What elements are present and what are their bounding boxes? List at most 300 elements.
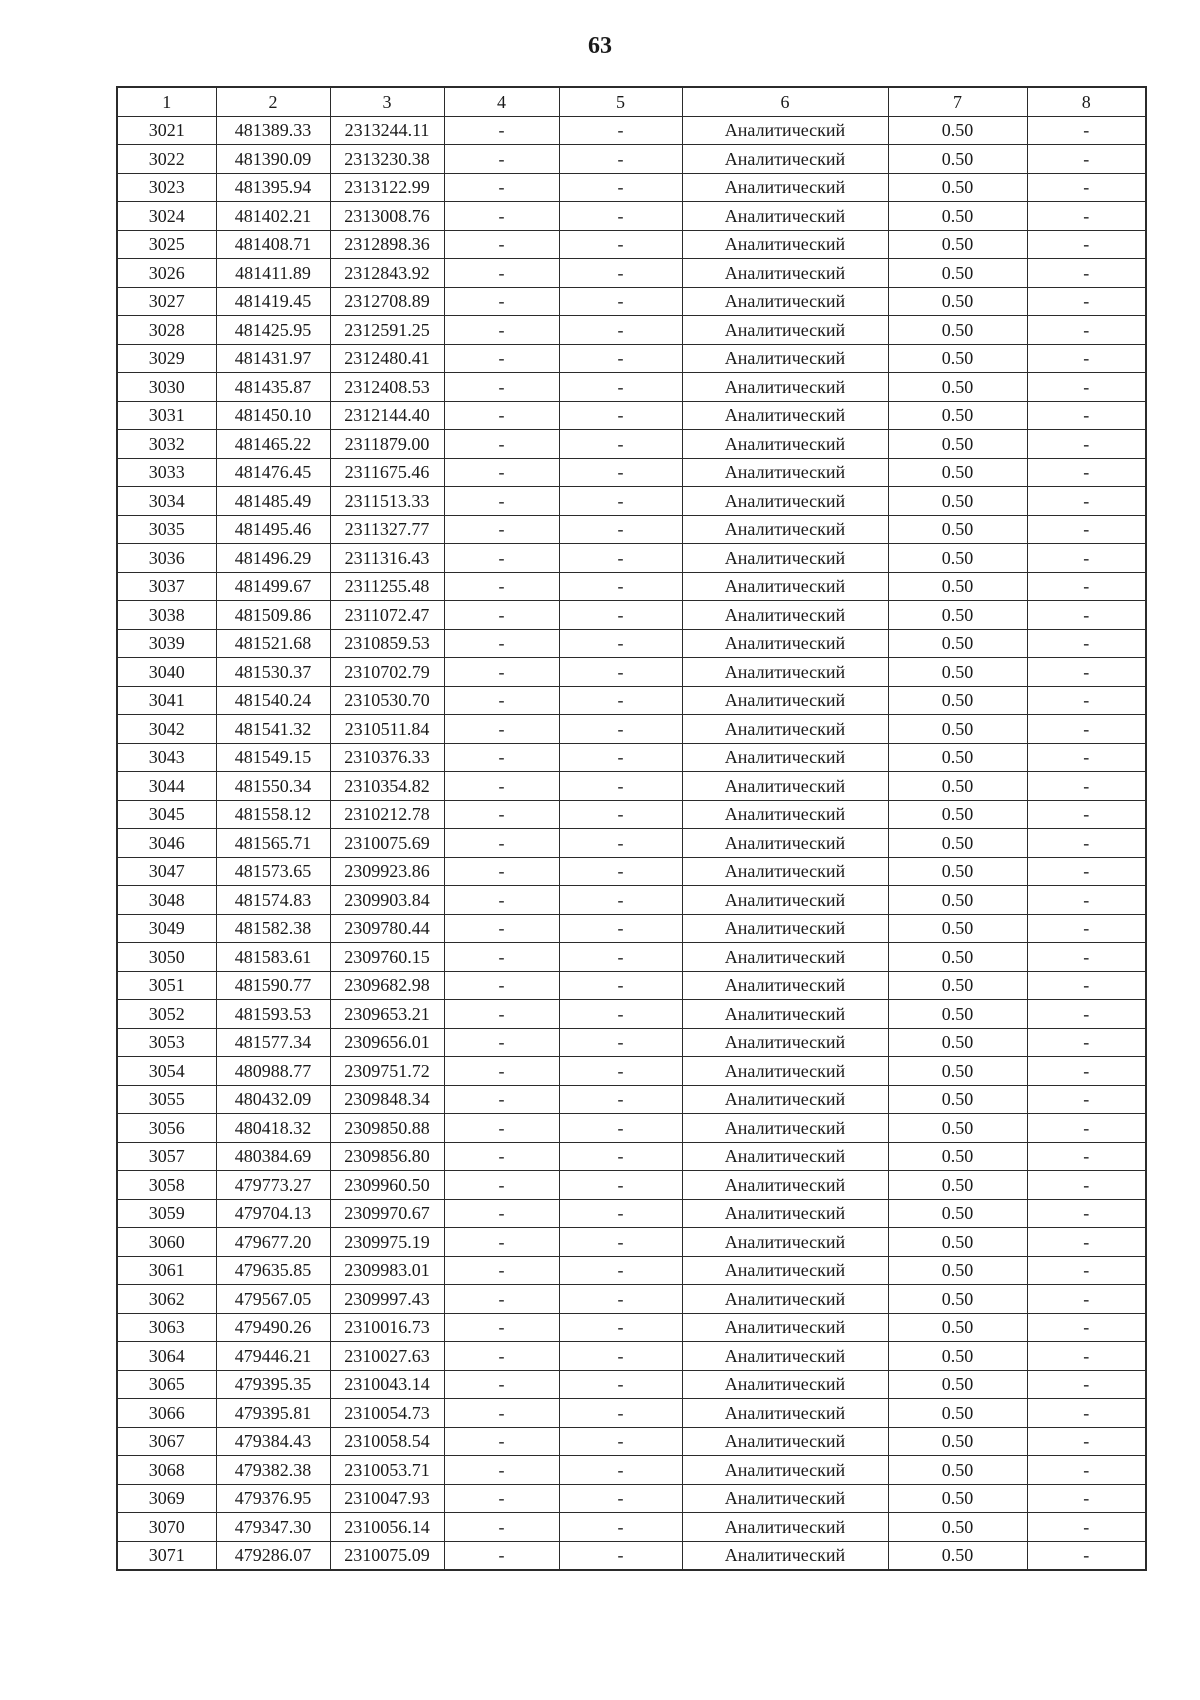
x-coordinate-cell: 481495.46 [216, 515, 330, 544]
method-cell: Аналитический [682, 544, 888, 573]
column-5-cell: - [559, 430, 682, 459]
method-cell: Аналитический [682, 601, 888, 630]
column-5-cell: - [559, 173, 682, 202]
point-number-cell: 3037 [117, 572, 216, 601]
x-coordinate-cell: 481389.33 [216, 116, 330, 145]
column-8-cell: - [1027, 1028, 1146, 1057]
column-8-cell: - [1027, 1256, 1146, 1285]
accuracy-cell: 0.50 [888, 202, 1027, 231]
point-number-cell: 3070 [117, 1513, 216, 1542]
column-5-cell: - [559, 1456, 682, 1485]
method-cell: Аналитический [682, 1313, 888, 1342]
y-coordinate-cell: 2313122.99 [330, 173, 444, 202]
column-5-cell: - [559, 886, 682, 915]
column-5-cell: - [559, 259, 682, 288]
table-row [117, 1484, 1146, 1513]
x-coordinate-cell: 481496.29 [216, 544, 330, 573]
column-8-cell: - [1027, 1456, 1146, 1485]
column-header: 4 [444, 87, 559, 116]
x-coordinate-cell: 481530.37 [216, 658, 330, 687]
column-4-cell: - [444, 1057, 559, 1086]
x-coordinate-cell: 481402.21 [216, 202, 330, 231]
table-row [117, 1342, 1146, 1371]
table-row [117, 1285, 1146, 1314]
accuracy-cell: 0.50 [888, 743, 1027, 772]
column-8-cell: - [1027, 658, 1146, 687]
table-row [117, 1541, 1146, 1570]
column-4-cell: - [444, 572, 559, 601]
column-5-cell: - [559, 1142, 682, 1171]
y-coordinate-cell: 2312591.25 [330, 316, 444, 345]
accuracy-cell: 0.50 [888, 658, 1027, 687]
column-5-cell: - [559, 1342, 682, 1371]
method-cell: Аналитический [682, 1513, 888, 1542]
accuracy-cell: 0.50 [888, 515, 1027, 544]
column-5-cell: - [559, 544, 682, 573]
point-number-cell: 3059 [117, 1199, 216, 1228]
y-coordinate-cell: 2309903.84 [330, 886, 444, 915]
point-number-cell: 3044 [117, 772, 216, 801]
accuracy-cell: 0.50 [888, 1313, 1027, 1342]
y-coordinate-cell: 2310702.79 [330, 658, 444, 687]
column-8-cell: - [1027, 116, 1146, 145]
method-cell: Аналитический [682, 743, 888, 772]
y-coordinate-cell: 2310016.73 [330, 1313, 444, 1342]
x-coordinate-cell: 481550.34 [216, 772, 330, 801]
column-8-cell: - [1027, 743, 1146, 772]
table-row [117, 829, 1146, 858]
method-cell: Аналитический [682, 1541, 888, 1570]
column-4-cell: - [444, 1342, 559, 1371]
column-4-cell: - [444, 458, 559, 487]
point-number-cell: 3039 [117, 629, 216, 658]
y-coordinate-cell: 2310058.54 [330, 1427, 444, 1456]
accuracy-cell: 0.50 [888, 1057, 1027, 1086]
column-5-cell: - [559, 601, 682, 630]
x-coordinate-cell: 479395.81 [216, 1399, 330, 1428]
column-4-cell: - [444, 1199, 559, 1228]
accuracy-cell: 0.50 [888, 629, 1027, 658]
column-5-cell: - [559, 1313, 682, 1342]
y-coordinate-cell: 2309848.34 [330, 1085, 444, 1114]
method-cell: Аналитический [682, 1285, 888, 1314]
x-coordinate-cell: 481425.95 [216, 316, 330, 345]
column-5-cell: - [559, 287, 682, 316]
accuracy-cell: 0.50 [888, 173, 1027, 202]
accuracy-cell: 0.50 [888, 1484, 1027, 1513]
table-row [117, 458, 1146, 487]
method-cell: Аналитический [682, 914, 888, 943]
point-number-cell: 3028 [117, 316, 216, 345]
column-8-cell: - [1027, 629, 1146, 658]
point-number-cell: 3033 [117, 458, 216, 487]
table-row [117, 173, 1146, 202]
column-8-cell: - [1027, 287, 1146, 316]
column-header: 6 [682, 87, 888, 116]
table-row [117, 1256, 1146, 1285]
table-row [117, 1456, 1146, 1485]
column-8-cell: - [1027, 1513, 1146, 1542]
x-coordinate-cell: 481577.34 [216, 1028, 330, 1057]
point-number-cell: 3026 [117, 259, 216, 288]
column-5-cell: - [559, 743, 682, 772]
column-header: 3 [330, 87, 444, 116]
column-4-cell: - [444, 373, 559, 402]
x-coordinate-cell: 481435.87 [216, 373, 330, 402]
column-4-cell: - [444, 1399, 559, 1428]
method-cell: Аналитический [682, 116, 888, 145]
page-number: 63 [588, 33, 612, 59]
y-coordinate-cell: 2309856.80 [330, 1142, 444, 1171]
table-header-row [117, 87, 1146, 116]
y-coordinate-cell: 2309983.01 [330, 1256, 444, 1285]
accuracy-cell: 0.50 [888, 430, 1027, 459]
y-coordinate-cell: 2309656.01 [330, 1028, 444, 1057]
y-coordinate-cell: 2310053.71 [330, 1456, 444, 1485]
point-number-cell: 3066 [117, 1399, 216, 1428]
accuracy-cell: 0.50 [888, 914, 1027, 943]
method-cell: Аналитический [682, 202, 888, 231]
table-row [117, 1427, 1146, 1456]
method-cell: Аналитический [682, 1370, 888, 1399]
column-8-cell: - [1027, 316, 1146, 345]
y-coordinate-cell: 2311675.46 [330, 458, 444, 487]
y-coordinate-cell: 2310027.63 [330, 1342, 444, 1371]
point-number-cell: 3071 [117, 1541, 216, 1570]
table-row [117, 715, 1146, 744]
column-4-cell: - [444, 1513, 559, 1542]
column-8-cell: - [1027, 715, 1146, 744]
x-coordinate-cell: 479635.85 [216, 1256, 330, 1285]
accuracy-cell: 0.50 [888, 829, 1027, 858]
column-5-cell: - [559, 857, 682, 886]
column-8-cell: - [1027, 145, 1146, 174]
method-cell: Аналитический [682, 145, 888, 174]
point-number-cell: 3030 [117, 373, 216, 402]
method-cell: Аналитический [682, 373, 888, 402]
column-5-cell: - [559, 772, 682, 801]
accuracy-cell: 0.50 [888, 1285, 1027, 1314]
column-4-cell: - [444, 886, 559, 915]
method-cell: Аналитический [682, 1427, 888, 1456]
accuracy-cell: 0.50 [888, 1228, 1027, 1257]
y-coordinate-cell: 2311513.33 [330, 487, 444, 516]
column-8-cell: - [1027, 800, 1146, 829]
table-row [117, 658, 1146, 687]
y-coordinate-cell: 2310511.84 [330, 715, 444, 744]
x-coordinate-cell: 480384.69 [216, 1142, 330, 1171]
column-8-cell: - [1027, 487, 1146, 516]
accuracy-cell: 0.50 [888, 544, 1027, 573]
method-cell: Аналитический [682, 1228, 888, 1257]
column-5-cell: - [559, 344, 682, 373]
accuracy-cell: 0.50 [888, 1256, 1027, 1285]
y-coordinate-cell: 2310054.73 [330, 1399, 444, 1428]
method-cell: Аналитический [682, 173, 888, 202]
y-coordinate-cell: 2309682.98 [330, 971, 444, 1000]
accuracy-cell: 0.50 [888, 373, 1027, 402]
column-4-cell: - [444, 658, 559, 687]
table-row [117, 914, 1146, 943]
column-8-cell: - [1027, 829, 1146, 858]
point-number-cell: 3062 [117, 1285, 216, 1314]
y-coordinate-cell: 2309970.67 [330, 1199, 444, 1228]
x-coordinate-cell: 481540.24 [216, 686, 330, 715]
column-5-cell: - [559, 401, 682, 430]
y-coordinate-cell: 2309760.15 [330, 943, 444, 972]
column-header: 5 [559, 87, 682, 116]
column-5-cell: - [559, 458, 682, 487]
y-coordinate-cell: 2310075.09 [330, 1541, 444, 1570]
column-8-cell: - [1027, 914, 1146, 943]
column-4-cell: - [444, 772, 559, 801]
point-number-cell: 3068 [117, 1456, 216, 1485]
y-coordinate-cell: 2309653.21 [330, 1000, 444, 1029]
table-row [117, 1000, 1146, 1029]
table-row [117, 401, 1146, 430]
x-coordinate-cell: 481590.77 [216, 971, 330, 1000]
accuracy-cell: 0.50 [888, 1513, 1027, 1542]
column-5-cell: - [559, 1399, 682, 1428]
column-5-cell: - [559, 202, 682, 231]
column-5-cell: - [559, 971, 682, 1000]
x-coordinate-cell: 481521.68 [216, 629, 330, 658]
column-4-cell: - [444, 829, 559, 858]
accuracy-cell: 0.50 [888, 116, 1027, 145]
column-8-cell: - [1027, 1228, 1146, 1257]
y-coordinate-cell: 2309850.88 [330, 1114, 444, 1143]
x-coordinate-cell: 481565.71 [216, 829, 330, 858]
table-row [117, 686, 1146, 715]
accuracy-cell: 0.50 [888, 1142, 1027, 1171]
y-coordinate-cell: 2311072.47 [330, 601, 444, 630]
column-8-cell: - [1027, 1171, 1146, 1200]
column-4-cell: - [444, 857, 559, 886]
x-coordinate-cell: 481573.65 [216, 857, 330, 886]
column-8-cell: - [1027, 430, 1146, 459]
column-4-cell: - [444, 971, 559, 1000]
column-4-cell: - [444, 1427, 559, 1456]
point-number-cell: 3069 [117, 1484, 216, 1513]
accuracy-cell: 0.50 [888, 800, 1027, 829]
column-8-cell: - [1027, 1285, 1146, 1314]
column-4-cell: - [444, 230, 559, 259]
method-cell: Аналитический [682, 629, 888, 658]
method-cell: Аналитический [682, 800, 888, 829]
column-8-cell: - [1027, 857, 1146, 886]
table-row [117, 1057, 1146, 1086]
table-row [117, 1399, 1146, 1428]
column-4-cell: - [444, 743, 559, 772]
accuracy-cell: 0.50 [888, 715, 1027, 744]
column-8-cell: - [1027, 1399, 1146, 1428]
x-coordinate-cell: 481431.97 [216, 344, 330, 373]
y-coordinate-cell: 2310056.14 [330, 1513, 444, 1542]
column-4-cell: - [444, 173, 559, 202]
column-5-cell: - [559, 1541, 682, 1570]
column-4-cell: - [444, 800, 559, 829]
column-5-cell: - [559, 1199, 682, 1228]
table-row [117, 316, 1146, 345]
x-coordinate-cell: 479286.07 [216, 1541, 330, 1570]
column-8-cell: - [1027, 943, 1146, 972]
column-5-cell: - [559, 914, 682, 943]
method-cell: Аналитический [682, 658, 888, 687]
column-8-cell: - [1027, 1057, 1146, 1086]
column-5-cell: - [559, 145, 682, 174]
accuracy-cell: 0.50 [888, 458, 1027, 487]
x-coordinate-cell: 479395.35 [216, 1370, 330, 1399]
point-number-cell: 3063 [117, 1313, 216, 1342]
column-4-cell: - [444, 1000, 559, 1029]
column-5-cell: - [559, 943, 682, 972]
accuracy-cell: 0.50 [888, 401, 1027, 430]
column-5-cell: - [559, 1114, 682, 1143]
accuracy-cell: 0.50 [888, 886, 1027, 915]
y-coordinate-cell: 2310043.14 [330, 1370, 444, 1399]
column-8-cell: - [1027, 259, 1146, 288]
y-coordinate-cell: 2310212.78 [330, 800, 444, 829]
x-coordinate-cell: 481390.09 [216, 145, 330, 174]
method-cell: Аналитический [682, 487, 888, 516]
column-4-cell: - [444, 1541, 559, 1570]
column-8-cell: - [1027, 686, 1146, 715]
table-row [117, 287, 1146, 316]
column-4-cell: - [444, 430, 559, 459]
column-4-cell: - [444, 487, 559, 516]
point-number-cell: 3051 [117, 971, 216, 1000]
x-coordinate-cell: 479704.13 [216, 1199, 330, 1228]
point-number-cell: 3048 [117, 886, 216, 915]
column-4-cell: - [444, 544, 559, 573]
method-cell: Аналитический [682, 1484, 888, 1513]
column-4-cell: - [444, 1171, 559, 1200]
column-4-cell: - [444, 1028, 559, 1057]
column-4-cell: - [444, 629, 559, 658]
column-4-cell: - [444, 1114, 559, 1143]
y-coordinate-cell: 2310075.69 [330, 829, 444, 858]
accuracy-cell: 0.50 [888, 971, 1027, 1000]
method-cell: Аналитический [682, 1057, 888, 1086]
accuracy-cell: 0.50 [888, 1427, 1027, 1456]
column-4-cell: - [444, 145, 559, 174]
x-coordinate-cell: 481419.45 [216, 287, 330, 316]
point-number-cell: 3042 [117, 715, 216, 744]
column-8-cell: - [1027, 1142, 1146, 1171]
method-cell: Аналитический [682, 515, 888, 544]
x-coordinate-cell: 481499.67 [216, 572, 330, 601]
point-number-cell: 3024 [117, 202, 216, 231]
column-8-cell: - [1027, 344, 1146, 373]
method-cell: Аналитический [682, 1085, 888, 1114]
table-row [117, 1028, 1146, 1057]
table-row [117, 202, 1146, 231]
column-5-cell: - [559, 373, 682, 402]
accuracy-cell: 0.50 [888, 287, 1027, 316]
method-cell: Аналитический [682, 316, 888, 345]
column-5-cell: - [559, 1370, 682, 1399]
y-coordinate-cell: 2312843.92 [330, 259, 444, 288]
y-coordinate-cell: 2312708.89 [330, 287, 444, 316]
y-coordinate-cell: 2312898.36 [330, 230, 444, 259]
y-coordinate-cell: 2311879.00 [330, 430, 444, 459]
column-4-cell: - [444, 1285, 559, 1314]
table-row [117, 344, 1146, 373]
column-4-cell: - [444, 1370, 559, 1399]
accuracy-cell: 0.50 [888, 1028, 1027, 1057]
method-cell: Аналитический [682, 1142, 888, 1171]
column-5-cell: - [559, 1085, 682, 1114]
x-coordinate-cell: 479677.20 [216, 1228, 330, 1257]
accuracy-cell: 0.50 [888, 259, 1027, 288]
accuracy-cell: 0.50 [888, 344, 1027, 373]
accuracy-cell: 0.50 [888, 1456, 1027, 1485]
x-coordinate-cell: 481541.32 [216, 715, 330, 744]
point-number-cell: 3064 [117, 1342, 216, 1371]
column-4-cell: - [444, 1256, 559, 1285]
column-4-cell: - [444, 287, 559, 316]
x-coordinate-cell: 479446.21 [216, 1342, 330, 1371]
table-row [117, 1114, 1146, 1143]
method-cell: Аналитический [682, 572, 888, 601]
column-4-cell: - [444, 1085, 559, 1114]
column-header: 8 [1027, 87, 1146, 116]
y-coordinate-cell: 2310530.70 [330, 686, 444, 715]
x-coordinate-cell: 481411.89 [216, 259, 330, 288]
x-coordinate-cell: 481549.15 [216, 743, 330, 772]
point-number-cell: 3043 [117, 743, 216, 772]
column-5-cell: - [559, 572, 682, 601]
y-coordinate-cell: 2309780.44 [330, 914, 444, 943]
accuracy-cell: 0.50 [888, 230, 1027, 259]
method-cell: Аналитический [682, 1028, 888, 1057]
x-coordinate-cell: 480432.09 [216, 1085, 330, 1114]
accuracy-cell: 0.50 [888, 316, 1027, 345]
x-coordinate-cell: 479347.30 [216, 1513, 330, 1542]
accuracy-cell: 0.50 [888, 1370, 1027, 1399]
table-row [117, 943, 1146, 972]
method-cell: Аналитический [682, 1456, 888, 1485]
point-number-cell: 3053 [117, 1028, 216, 1057]
column-5-cell: - [559, 116, 682, 145]
coordinates-table [116, 86, 1147, 1571]
accuracy-cell: 0.50 [888, 1171, 1027, 1200]
column-8-cell: - [1027, 886, 1146, 915]
table-row [117, 1142, 1146, 1171]
y-coordinate-cell: 2312144.40 [330, 401, 444, 430]
column-header: 2 [216, 87, 330, 116]
column-5-cell: - [559, 230, 682, 259]
point-number-cell: 3057 [117, 1142, 216, 1171]
y-coordinate-cell: 2310047.93 [330, 1484, 444, 1513]
column-8-cell: - [1027, 1199, 1146, 1228]
accuracy-cell: 0.50 [888, 857, 1027, 886]
column-4-cell: - [444, 914, 559, 943]
column-5-cell: - [559, 316, 682, 345]
column-4-cell: - [444, 715, 559, 744]
table-row [117, 145, 1146, 174]
accuracy-cell: 0.50 [888, 145, 1027, 174]
x-coordinate-cell: 481450.10 [216, 401, 330, 430]
point-number-cell: 3046 [117, 829, 216, 858]
column-4-cell: - [444, 1456, 559, 1485]
x-coordinate-cell: 481593.53 [216, 1000, 330, 1029]
column-8-cell: - [1027, 173, 1146, 202]
y-coordinate-cell: 2309960.50 [330, 1171, 444, 1200]
x-coordinate-cell: 481465.22 [216, 430, 330, 459]
accuracy-cell: 0.50 [888, 772, 1027, 801]
x-coordinate-cell: 481395.94 [216, 173, 330, 202]
